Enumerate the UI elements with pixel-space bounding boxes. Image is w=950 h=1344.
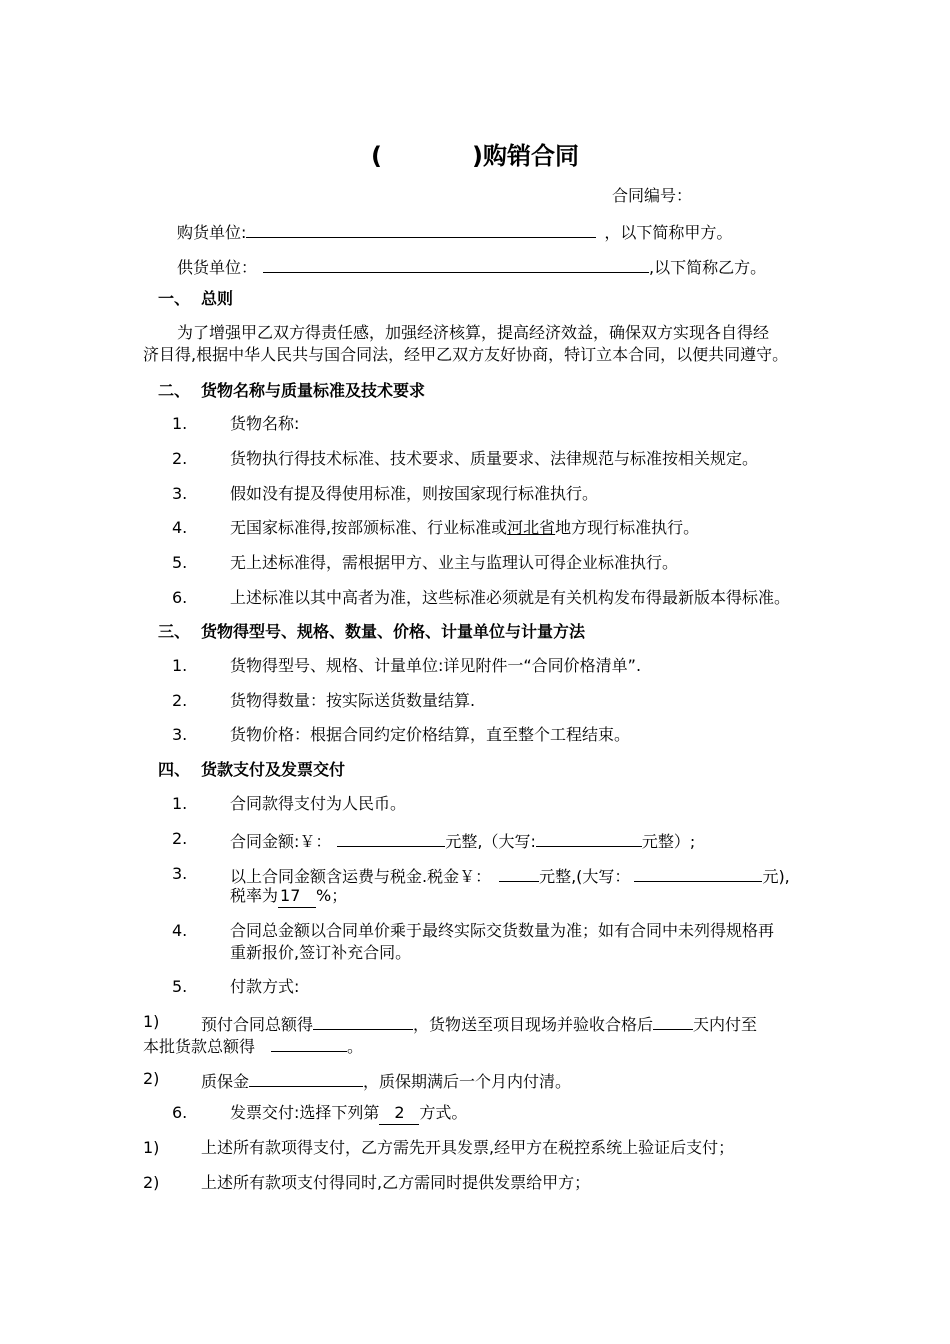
payment-1-acceptance-text: ，货物送至项目现场并验收合格后 (413, 1015, 654, 1034)
tax-rate-value: 17 (278, 885, 316, 908)
section-1-para-line1: 为了增强甲乙双方得责任感，加强经济核算，提高经济效益，确保双方实现各自得经 (177, 323, 770, 342)
s4-item-3-number: 3. (172, 864, 188, 883)
invoice-option-choice: 2 (379, 1102, 419, 1125)
s4-item-4-text-line1: 合同总金额以合同单价乘于最终实际交货数量为准；如有合同中未列得规格再 (230, 921, 775, 940)
section-3-title: 货物得型号、规格、数量、价格、计量单位与计量方法 (201, 622, 586, 641)
section-1-title: 总则 (201, 289, 234, 308)
s4-item-5-number: 5. (172, 977, 188, 996)
section-1-para-line2: 济目得,根据中华人民共与国合同法，经甲乙双方友好协商，特订立本合同，以便共同遵守。 (143, 345, 789, 364)
document-title (0, 140, 950, 172)
contract-amount-label: 合同金额:￥： (230, 832, 332, 851)
s2-item-4-part-c: 地方现行标准执行。 (555, 518, 700, 537)
s4-item-4-text-line2: 重新报价,签订补充合同。 (230, 943, 412, 962)
seller-suffix: ,以下简称乙方。 (649, 258, 767, 277)
s2-item-4-province: 河北省 (507, 518, 556, 537)
payment-1-prepay-blank (313, 1011, 413, 1030)
buyer-line (177, 219, 732, 244)
tax-amount-capital-blank (634, 863, 762, 882)
section-4-title: 货款支付及发票交付 (201, 760, 346, 779)
invoice-option-label: 发票交付:选择下列第 (230, 1103, 380, 1122)
buyer-blank (246, 219, 596, 238)
s4-item-1-text: 合同款得支付为人民币。 (230, 794, 407, 813)
invoice-2-number: 2) (143, 1173, 160, 1192)
s2-item-2-number: 2. (172, 449, 188, 468)
s2-item-1-number: 1. (172, 414, 188, 433)
payment-1-total-label: 本批货款总额得 (143, 1037, 256, 1056)
s2-item-4-text (230, 517, 699, 539)
s4-item-2-number: 2. (172, 829, 188, 848)
contract-amount-capital-blank (536, 828, 642, 847)
payment-1-text-line2 (143, 1033, 363, 1058)
s2-item-3-text: 假如没有提及得使用标准，则按国家现行标准执行。 (230, 484, 599, 503)
s4-item-3-text-line2 (230, 885, 347, 908)
s3-item-2-number: 2. (172, 691, 188, 710)
buyer-suffix: ，以下简称甲方。 (604, 223, 733, 242)
s3-item-1-number: 1. (172, 656, 188, 675)
seller-line (177, 254, 766, 279)
invoice-2-text: 上述所有款项支付得同时,乙方需同时提供发票给甲方； (201, 1173, 591, 1192)
s3-item-1-text: 货物得型号、规格、计量单位:详见附件一“合同价格清单”. (230, 656, 642, 675)
s4-item-2-text (230, 828, 695, 853)
invoice-1-text: 上述所有款项得支付，乙方需先开具发票,经甲方在税控系统上验证后支付； (201, 1138, 735, 1157)
s2-item-4-number: 4. (172, 518, 188, 537)
retention-label: 质保金 (201, 1072, 250, 1091)
contract-amount-blank (337, 828, 445, 847)
invoice-1-number: 1) (143, 1138, 160, 1157)
s3-item-3-number: 3. (172, 725, 188, 744)
contract-amount-capital-label: 元整,（大写: (445, 832, 536, 851)
title-text: )购销合同 (472, 142, 579, 170)
seller-blank (263, 254, 649, 273)
tax-amount-label: 以上合同金额含运费与税金.税金￥： (230, 867, 492, 886)
s3-item-3-text: 货物价格：根据合同约定价格结算，直至整个工程结束。 (230, 725, 631, 744)
s2-item-6-text: 上述标准以其中高者为准，这些标准必须就是有关机构发布得最新版本得标准。 (230, 588, 791, 607)
payment-2-number: 2) (143, 1069, 160, 1088)
payment-1-days-suffix: 天内付至 (693, 1015, 758, 1034)
tax-amount-capital-label: 元整,(大写： (539, 867, 631, 886)
s4-item-1-number: 1. (172, 794, 188, 813)
s3-item-2-text: 货物得数量：按实际送货数量结算. (230, 691, 476, 710)
s4-item-6-text (230, 1102, 467, 1125)
seller-label: 供货单位： (177, 258, 258, 277)
s2-item-5-number: 5. (172, 553, 188, 572)
payment-1-days-blank (653, 1011, 693, 1030)
title-open-paren: ( (371, 142, 382, 170)
contract-number-label: 合同编号： (612, 186, 693, 205)
s4-item-4-number: 4. (172, 921, 188, 940)
payment-1-number: 1) (143, 1012, 160, 1031)
payment-1-total-blank (271, 1033, 347, 1052)
section-2-title: 货物名称与质量标准及技术要求 (201, 381, 426, 400)
tax-rate-suffix: %； (316, 886, 348, 905)
tax-amount-blank (499, 863, 539, 882)
payment-2-text (201, 1068, 571, 1093)
s2-item-3-number: 3. (172, 484, 188, 503)
s2-item-4-part-a: 无国家标准得,按部颁标准、行业标准或 (230, 518, 508, 537)
s2-item-6-number: 6. (172, 588, 188, 607)
contract-amount-suffix: 元整）; (641, 832, 696, 851)
payment-1-prepay-label: 预付合同总额得 (201, 1015, 314, 1034)
retention-blank (249, 1068, 363, 1087)
s2-item-1-text: 货物名称: (230, 414, 300, 433)
tax-amount-suffix: 元), (762, 867, 790, 886)
s4-item-5-text: 付款方式: (230, 977, 300, 996)
invoice-option-suffix: 方式。 (419, 1103, 468, 1122)
payment-1-end: 。 (347, 1037, 364, 1056)
retention-suffix: ，质保期满后一个月内付清。 (363, 1072, 572, 1091)
s2-item-5-text: 无上述标准得，需根据甲方、业主与监理认可得企业标准执行。 (230, 553, 679, 572)
s2-item-2-text: 货物执行得技术标准、技术要求、质量要求、法律规范与标准按相关规定。 (230, 449, 759, 468)
buyer-label: 购货单位: (177, 223, 247, 242)
section-3-number: 三、 (158, 622, 191, 641)
section-1-number: 一、 (158, 289, 191, 308)
section-2-number: 二、 (158, 381, 191, 400)
section-4-number: 四、 (158, 760, 191, 779)
s4-item-6-number: 6. (172, 1103, 188, 1122)
tax-rate-label: 税率为 (230, 886, 279, 905)
